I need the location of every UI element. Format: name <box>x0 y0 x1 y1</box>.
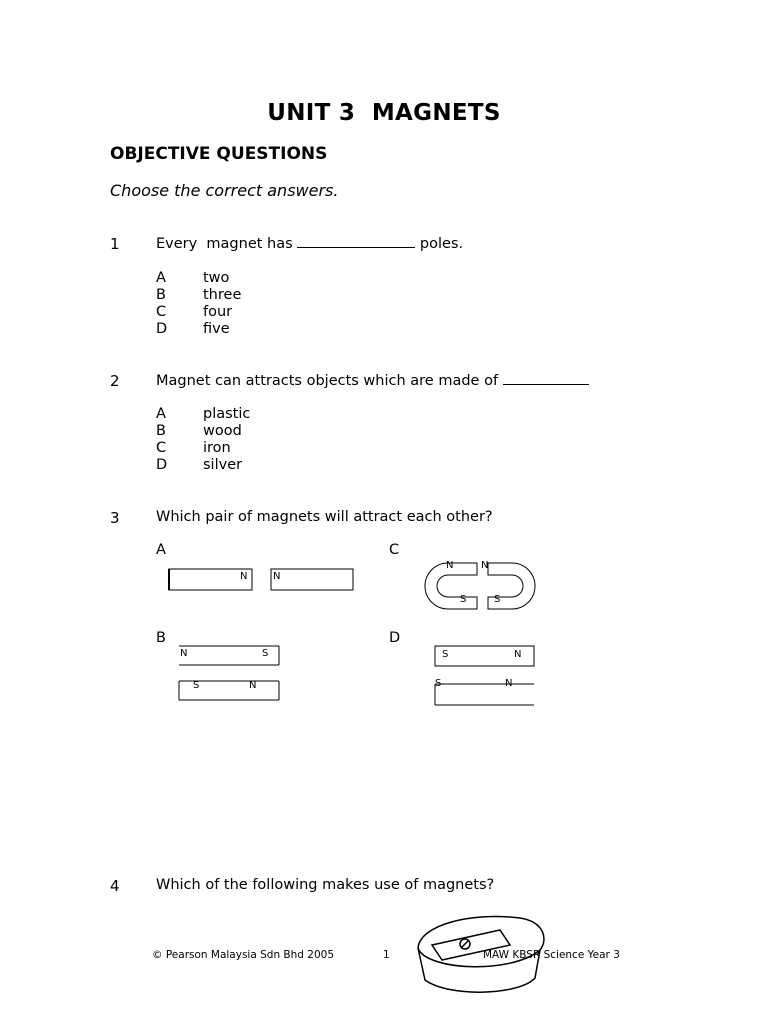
pole-label: N <box>240 571 248 582</box>
option-letter: C <box>156 304 167 320</box>
option-letter: A <box>156 270 166 286</box>
diagram-letter-c: C <box>389 542 400 558</box>
instructions: Choose the correct answers. <box>110 181 339 200</box>
page-title: UNIT 3 MAGNETS <box>267 100 501 126</box>
section-heading: OBJECTIVE QUESTIONS <box>110 144 328 164</box>
question-number: 2 <box>110 372 120 390</box>
option-text: five <box>203 321 230 337</box>
diagram-a-bar-magnets <box>169 569 353 590</box>
question-text-start: Magnet can attracts objects which are made of <box>156 373 503 389</box>
option-letter: B <box>156 287 166 303</box>
pole-label: N <box>273 571 281 582</box>
diagram-c-horseshoe-magnets <box>425 563 535 609</box>
question-number: 4 <box>110 877 120 895</box>
bar-magnet <box>271 569 353 590</box>
option-letter: C <box>156 440 167 456</box>
option-text: three <box>203 287 242 303</box>
pole-label: S <box>435 678 442 689</box>
option-text: four <box>203 304 233 320</box>
option-text: silver <box>203 457 243 473</box>
footer-course: MAW KBSR Science Year 3 <box>483 949 620 961</box>
footer-page-number: 1 <box>383 949 390 961</box>
question-text-start: Every magnet has <box>156 236 298 252</box>
question-text: Which pair of magnets will attract each other? <box>156 509 493 525</box>
question-text-end: poles. <box>415 236 464 252</box>
option-letter: D <box>156 457 168 473</box>
diagram-letter-a: A <box>156 542 166 558</box>
option-letter: B <box>156 423 166 439</box>
footer-copyright: © Pearson Malaysia Sdn Bhd 2005 <box>152 949 335 961</box>
pole-label: N <box>180 648 188 659</box>
question-text: Which of the following makes use of magnets? <box>156 877 495 893</box>
option-letter: D <box>156 321 168 337</box>
pole-label: S <box>494 594 501 605</box>
diagram-letter-b: B <box>156 630 166 646</box>
question-number: 3 <box>110 509 120 527</box>
pole-label: S <box>442 649 449 660</box>
pole-label: N <box>446 560 454 571</box>
option-letter: A <box>156 406 166 422</box>
option-text: wood <box>203 423 242 439</box>
pole-label: N <box>481 560 489 571</box>
question-number: 1 <box>110 235 120 253</box>
option-text: two <box>203 270 230 286</box>
option-text: plastic <box>203 406 251 422</box>
pole-label: S <box>262 648 269 659</box>
pole-label: N <box>514 649 522 660</box>
option-text: iron <box>203 440 231 456</box>
pole-label: N <box>505 678 513 689</box>
pole-label: S <box>460 594 467 605</box>
diagram-letter-d: D <box>389 630 401 646</box>
pole-label: S <box>193 680 200 691</box>
pole-label: N <box>249 680 257 691</box>
